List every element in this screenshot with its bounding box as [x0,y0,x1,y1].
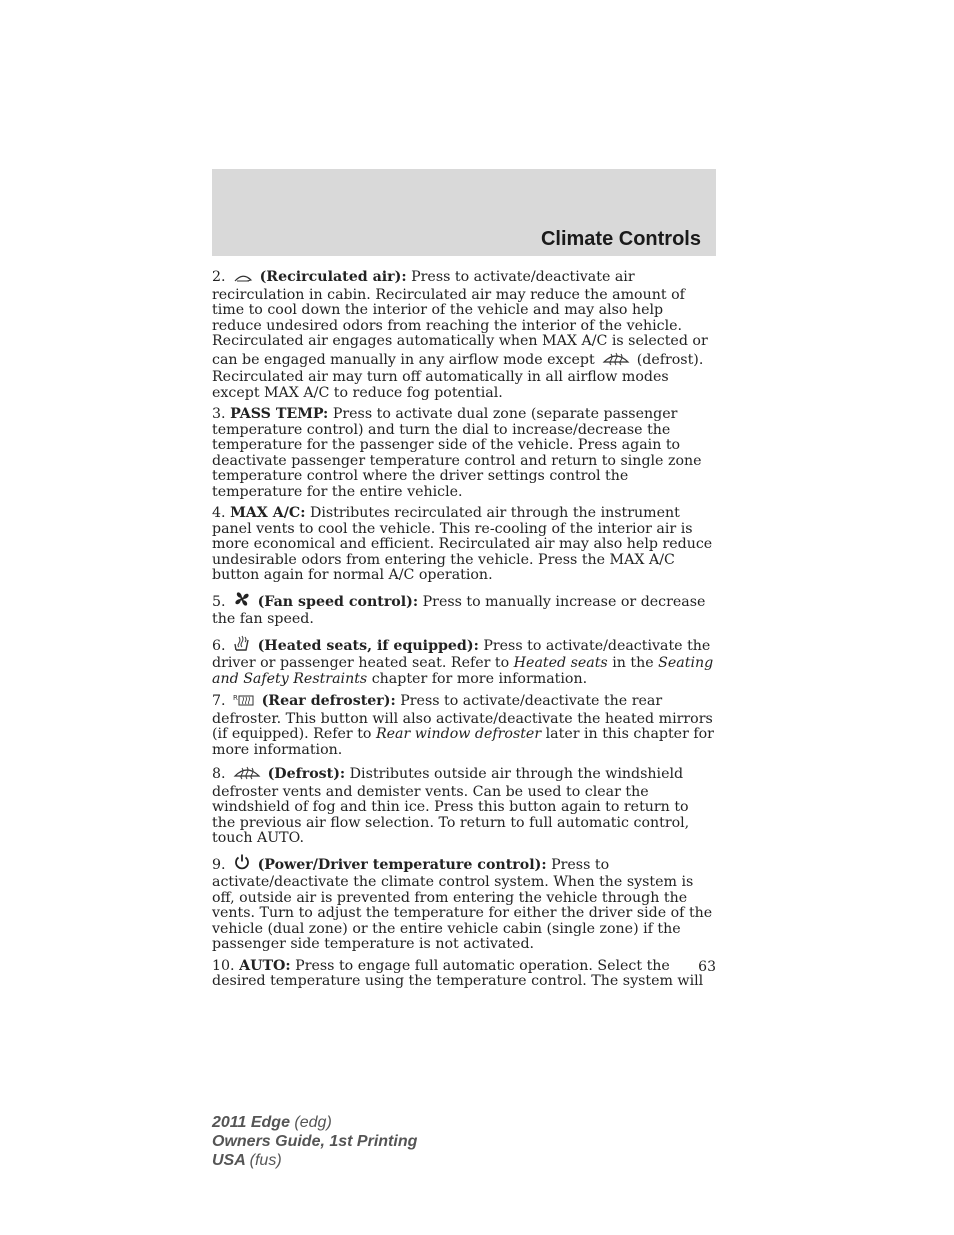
power-icon [233,853,251,876]
recirculate-icon [233,272,253,288]
svg-text:R: R [233,694,238,702]
footer-line-1: 2011 Edge (edg) [212,1114,332,1131]
item-heated-seats: 6. (Heated seats, if equipped): Press to activate/deactivate the driver or passenger heated seat. Refer to Heated seats in the Seating and Safety Restraints chapter for more information. [212,634,716,688]
item-max-ac: 4. MAX A/C: Distributes recirculated air through the instrument panel vents to cool the vehicle. This re-cooling of the interior air is more economical and efficient. Recirculated air may also help reduce undesirable odors from entering the vehicle. Press the MAX A/C button again for normal A/C operation. [212,505,713,583]
rear-defrost-icon [233,693,255,712]
section-title: Climate Controls [540,228,701,250]
page-number: 63 [698,959,716,975]
footer [212,1113,417,1170]
header-band [212,169,716,256]
defrost-icon [602,350,630,371]
page-content [212,270,716,996]
heated-seat-icon [233,634,251,657]
item-fan-speed: 5. (Fan speed control): Press to manually increase or decrease the fan speed. [212,590,716,628]
defrost-icon [233,764,261,785]
item-recirculated-air: 2. (Recirculated air): Press to activate/deactivate air recirculation in cabin. Recirculated air may reduce the amount of time to cool down the interior of the vehicle and may also help reduce undesired odors from reaching the interior of the vehicle. Recirculated air engages automatically when MAX A/C is selected or can be engaged manually in any airflow mode except (defrost). Recirculated air may turn off automatically in all airflow modes except MAX A/C to reduce fog potential. [212,269,708,401]
item-auto: 10. AUTO: Press to engage full automatic operation. Select the desired temperature using the temperature control. The system will [212,957,704,989]
footer-line-2: Owners Guide, 1st Printing [212,1133,418,1150]
fan-icon [233,590,251,613]
item-pass-temp: 3. PASS TEMP: Press to activate dual zone (separate passenger temperature control) and turn the dial to increase/decrease the temperature for the passenger side of the vehicle. Press again to deactivate passenger temperature control and return to single zone temperature control where the driver settings control the temperature for the entire vehicle. [212,406,702,500]
item-power-driver-temp: 9. (Power/Driver temperature control): Press to activate/deactivate the climate control system. When the system is off, outside air is prevented from entering the vehicle through the vents. Turn to adjust the temperature for either the driver side of the vehicle (dual zone) or the entire vehicle cabin (single zone) if the passenger side temperature is not activated. [212,853,716,953]
item-defrost: 8. (Defrost): Distributes outside air through the windshield defroster vents and demister vents. Can be used to clear the windshield of fog and thin ice. Press this button again to return to the previous air flow selection. To return to full automatic control, touch AUTO. [212,766,690,846]
footer-line-3: USA (fus) [212,1152,282,1169]
item-rear-defroster: 7. R (Rear defroster): Press to activate/deactivate the rear defroster. This button will also activate/deactivate the heated mirrors (if equipped). Refer to Rear window defroster later in this chapter for more information. [212,693,714,758]
